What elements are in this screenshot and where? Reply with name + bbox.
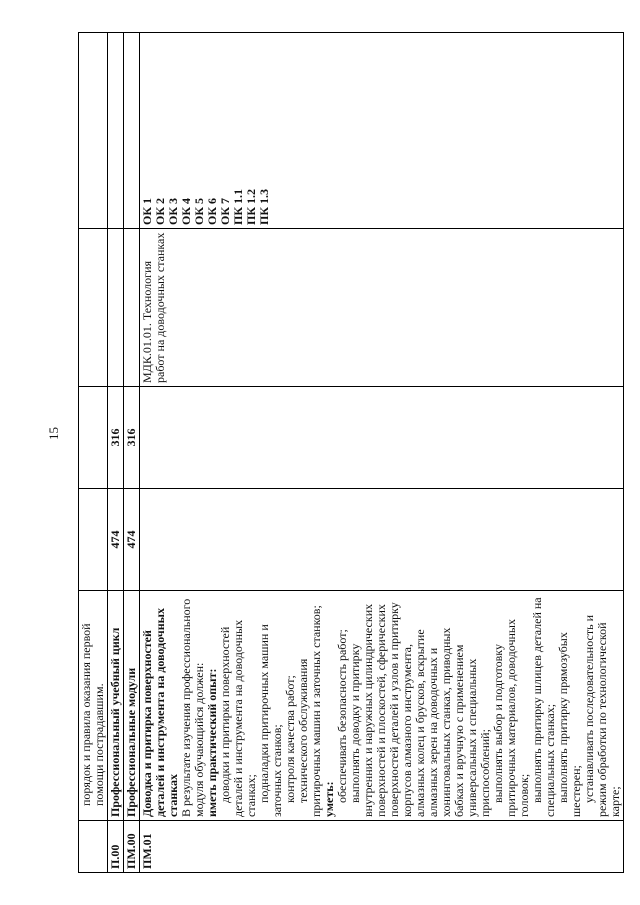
required-load-cell <box>79 387 108 489</box>
required-load-cell <box>140 387 624 489</box>
required-load-cell: 316 <box>124 387 140 489</box>
competencies-cell <box>124 33 140 229</box>
module-intro: В результате изучения профессионального модуля обучающийся должен: <box>179 598 206 817</box>
curriculum-table <box>78 32 624 873</box>
skills-heading: уметь: <box>322 781 336 817</box>
table-row <box>108 33 124 873</box>
competency-code: ОК 1 <box>140 197 154 225</box>
practice-item: технического обслуживания притирочных машин и заточных станков; <box>296 605 323 817</box>
skill-item: выполнять притирку шлицев деталей на специальных станках; <box>530 597 557 817</box>
competency-code: ОК 7 <box>218 197 232 225</box>
competency-code: ОК 3 <box>166 197 180 225</box>
skill-item: обеспечивать безопасность работ; <box>335 629 349 803</box>
competency-code: ПК 1.1 <box>231 188 245 225</box>
skill-item: выполнять доводку и притирку внутренних и наружных цилиндрических поверхностей и плоскостей, сферических поверхностей деталей и узлов и притирку корпусов алмазного инструмента, алмазных колец и брусков, вскрытие алмазных зерен на доводочных и хонинговальных станках, приводных бабках и вручную с применением универсальных и специальных приспособлений; <box>348 602 492 817</box>
index-cell <box>79 821 108 873</box>
title-cell: Профессиональный учебный цикл <box>108 591 124 821</box>
mdk-cell <box>108 229 124 387</box>
skill-item: выполнять выбор и подготовку притирочных материалов, доводочных головок; <box>491 619 531 817</box>
practice-item: подналадки притирочных машин и заточных станков; <box>257 624 284 817</box>
table-row <box>124 33 140 873</box>
practice-item: доводки и притирки поверхностей деталей и инструмента на доводочных станках; <box>218 619 258 817</box>
module-code-cell: ПМ.01 <box>140 821 624 873</box>
competency-code: ОК 4 <box>179 197 193 225</box>
practice-heading: иметь практический опыт: <box>205 668 219 817</box>
skill-item: выполнять притирку прямозубых шестерен; <box>556 632 583 817</box>
index-cell: П.00 <box>108 821 124 873</box>
title-cell: Профессиональные модули <box>124 591 140 821</box>
mdk-cell <box>79 229 108 387</box>
competency-code: ОК 6 <box>205 197 219 225</box>
practice-item: контроля качества работ; <box>283 675 297 803</box>
page-number: 15 <box>46 427 61 440</box>
index-cell: ПМ.00 <box>124 821 140 873</box>
required-load-cell: 316 <box>108 387 124 489</box>
max-load-cell <box>79 489 108 591</box>
competency-code: ПК 1.3 <box>257 188 271 225</box>
max-load-cell: 474 <box>108 489 124 591</box>
max-load-cell: 474 <box>124 489 140 591</box>
competencies-cell <box>108 33 124 229</box>
competency-code: ПК 1.2 <box>244 188 258 225</box>
skill-item: устанавливать последовательность и режим обработки по технологической карте; <box>582 615 622 817</box>
module-row <box>140 33 624 873</box>
competency-code: ОК 2 <box>153 197 167 225</box>
module-content-cell <box>140 591 624 821</box>
table-row <box>79 33 108 873</box>
competencies-cell <box>79 33 108 229</box>
rotated-page-content <box>78 33 622 873</box>
module-title: Доводка и притирка поверхностей деталей и инструмента на доводочных станках <box>140 608 180 817</box>
mdk-cell: МДК.01.01. Технология работ на доводочных станках <box>140 229 624 387</box>
competencies-cell <box>140 33 624 229</box>
title-cell: порядок и правила оказания первой помощи пострадавшим. <box>79 591 108 821</box>
competency-code: ОК 5 <box>192 197 206 225</box>
max-load-cell <box>140 489 624 591</box>
mdk-cell <box>124 229 140 387</box>
